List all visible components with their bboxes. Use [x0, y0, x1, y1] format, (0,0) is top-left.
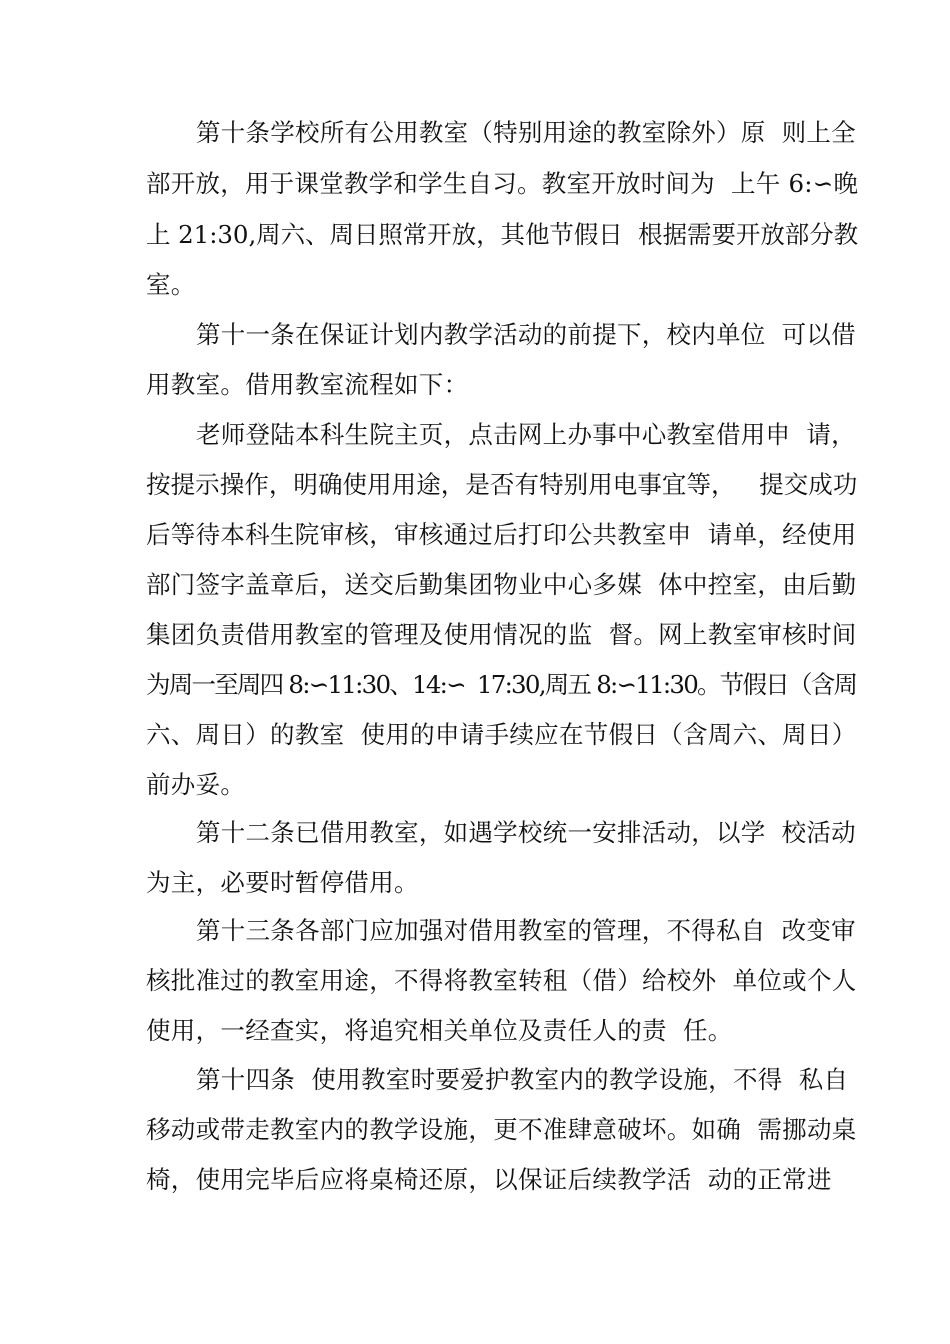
text-line: 部开放，用于课堂教学和学生自习。教室开放时间为 上午 6:∽晚 [146, 169, 859, 198]
text-line: 使用，一经查实，将追究相关单位及责任人的责 任。 [146, 1016, 733, 1045]
text-line: 上 21:30,周六、周日照常开放，其他节假日 根据需要开放部分教 [146, 220, 859, 249]
text-line: 六、周日）的教室 使用的申请手续应在节假日（含周六、周日） [146, 720, 857, 749]
text-line: 移动或带走教室内的教学设施，更不准肆意破坏。如确 需挪动桌 [146, 1115, 857, 1144]
text-line: 前办妥。 [146, 770, 246, 799]
text-line: 为主，必要时暂停借用。 [146, 868, 419, 897]
text-line: 第十一条在保证计划内教学活动的前提下，校内单位 可以借 [196, 320, 856, 349]
text-line: 老师登陆本科生院主页，点击网上办事中心教室借用申 请， [196, 420, 856, 449]
text-line: 后等待本科生院审核，审核通过后打印公共教室申 请单，经使用 [146, 520, 857, 549]
text-line: 室。 [146, 270, 196, 299]
text-line: 为周一至周四 8:∽11:30、14:∽ 17:30,周五 8:∽11:30。节假日（含周 [146, 670, 857, 699]
text-line: 第十三条各部门应加强对借用教室的管理，不得私自 改变审 [196, 916, 856, 945]
text-line: 第十条学校所有公用教室（特别用途的教室除外）原 则上全 [196, 118, 856, 147]
text-line: 集团负责借用教室的管理及使用情况的监 督。网上教室审核时间 [146, 620, 857, 649]
text-line: 第十四条 使用教室时要爱护教室内的教学设施，不得 私自 [196, 1065, 849, 1094]
text-line: 用教室。借用教室流程如下： [146, 370, 469, 399]
text-line: 核批准过的教室用途，不得将教室转租（借）给校外 单位或个人 [146, 966, 857, 995]
text-line: 第十二条已借用教室，如遇学校统一安排活动，以学 校活动 [196, 818, 856, 847]
text-line: 椅，使用完毕后应将桌椅还原，以保证后续教学活 动的正常进 [146, 1165, 832, 1194]
text-line: 部门签字盖章后，送交后勤集团物业中心多媒 体中控室，由后勤 [146, 570, 857, 599]
text-line: 按提示操作，明确使用用途，是否有特别用电事宜等， 提交成功 [146, 470, 858, 499]
